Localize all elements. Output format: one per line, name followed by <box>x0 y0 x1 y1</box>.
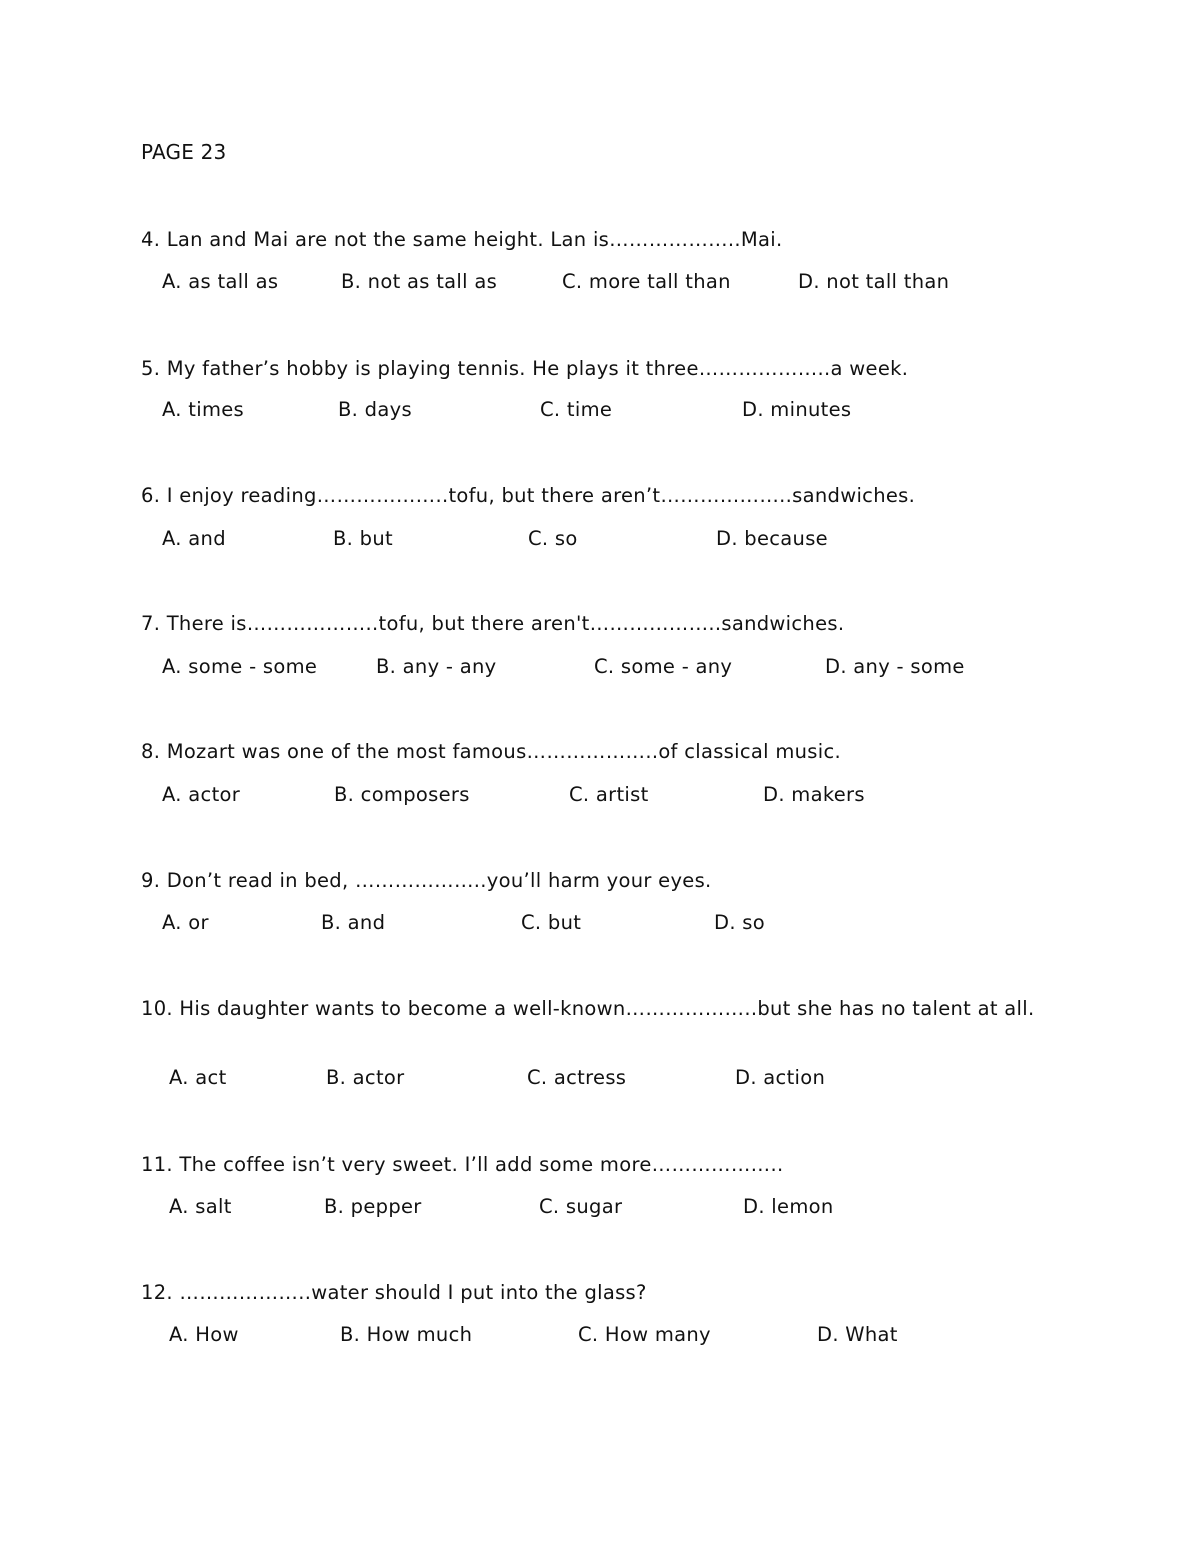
question-5-option-d: D. minutes <box>742 398 852 421</box>
question-6-option-a: A. and <box>162 527 226 550</box>
question-11-option-a: A. salt <box>169 1195 232 1218</box>
question-7-text: 7. There is………………..tofu, but there aren't………………..sandwiches. <box>141 612 845 635</box>
question-10-option-b: B. actor <box>326 1066 405 1089</box>
question-8-option-c: C. artist <box>569 783 649 806</box>
question-7-option-b: B. any - any <box>376 655 497 678</box>
question-11-option-d: D. lemon <box>743 1195 834 1218</box>
question-8-option-d: D. makers <box>763 783 865 806</box>
question-9-option-c: C. but <box>521 911 582 934</box>
question-11-option-b: B. pepper <box>324 1195 422 1218</box>
question-12-option-b: B. How much <box>340 1323 473 1346</box>
question-9-option-d: D. so <box>714 911 766 934</box>
question-4-option-a: A. as tall as <box>162 270 279 293</box>
question-10-option-c: C. actress <box>527 1066 627 1089</box>
question-12-option-c: C. How many <box>578 1323 711 1346</box>
question-9-option-a: A. or <box>162 911 209 934</box>
question-7-option-a: A. some - some <box>162 655 318 678</box>
question-10-option-d: D. action <box>735 1066 826 1089</box>
question-12-text: 12. ………………..water should I put into the glass? <box>141 1281 647 1304</box>
question-8-option-a: A. actor <box>162 783 241 806</box>
question-11-option-c: C. sugar <box>539 1195 623 1218</box>
question-4-option-c: C. more tall than <box>562 270 731 293</box>
question-8-text: 8. Mozart was one of the most famous………………..of classical music. <box>141 740 841 763</box>
question-9-option-b: B. and <box>321 911 386 934</box>
question-4-option-b: B. not as tall as <box>341 270 498 293</box>
question-8-option-b: B. composers <box>334 783 470 806</box>
question-6-option-c: C. so <box>528 527 578 550</box>
question-4-text: 4. Lan and Mai are not the same height. Lan is………………..Mai. <box>141 228 783 251</box>
page-title: PAGE 23 <box>141 140 227 164</box>
question-4-option-d: D. not tall than <box>798 270 950 293</box>
question-6-option-d: D. because <box>716 527 828 550</box>
question-12-option-d: D. What <box>817 1323 898 1346</box>
question-9-text: 9. Don’t read in bed, ………………..you’ll harm your eyes. <box>141 869 712 892</box>
question-10-text: 10. His daughter wants to become a well-known………………..but she has no talent at all. <box>141 997 1035 1020</box>
question-7-option-d: D. any - some <box>825 655 965 678</box>
question-5-text: 5. My father’s hobby is playing tennis. He plays it three………………..a week. <box>141 357 909 380</box>
question-5-option-c: C. time <box>540 398 613 421</box>
question-5-option-a: A. times <box>162 398 245 421</box>
question-5-option-b: B. days <box>338 398 412 421</box>
question-7-option-c: C. some - any <box>594 655 733 678</box>
question-6-text: 6. I enjoy reading………………..tofu, but there aren’t………………..sandwiches. <box>141 484 916 507</box>
question-10-option-a: A. act <box>169 1066 227 1089</box>
question-12-option-a: A. How <box>169 1323 239 1346</box>
question-6-option-b: B. but <box>333 527 393 550</box>
question-11-text: 11. The coffee isn’t very sweet. I’ll add some more……………….. <box>141 1153 784 1176</box>
